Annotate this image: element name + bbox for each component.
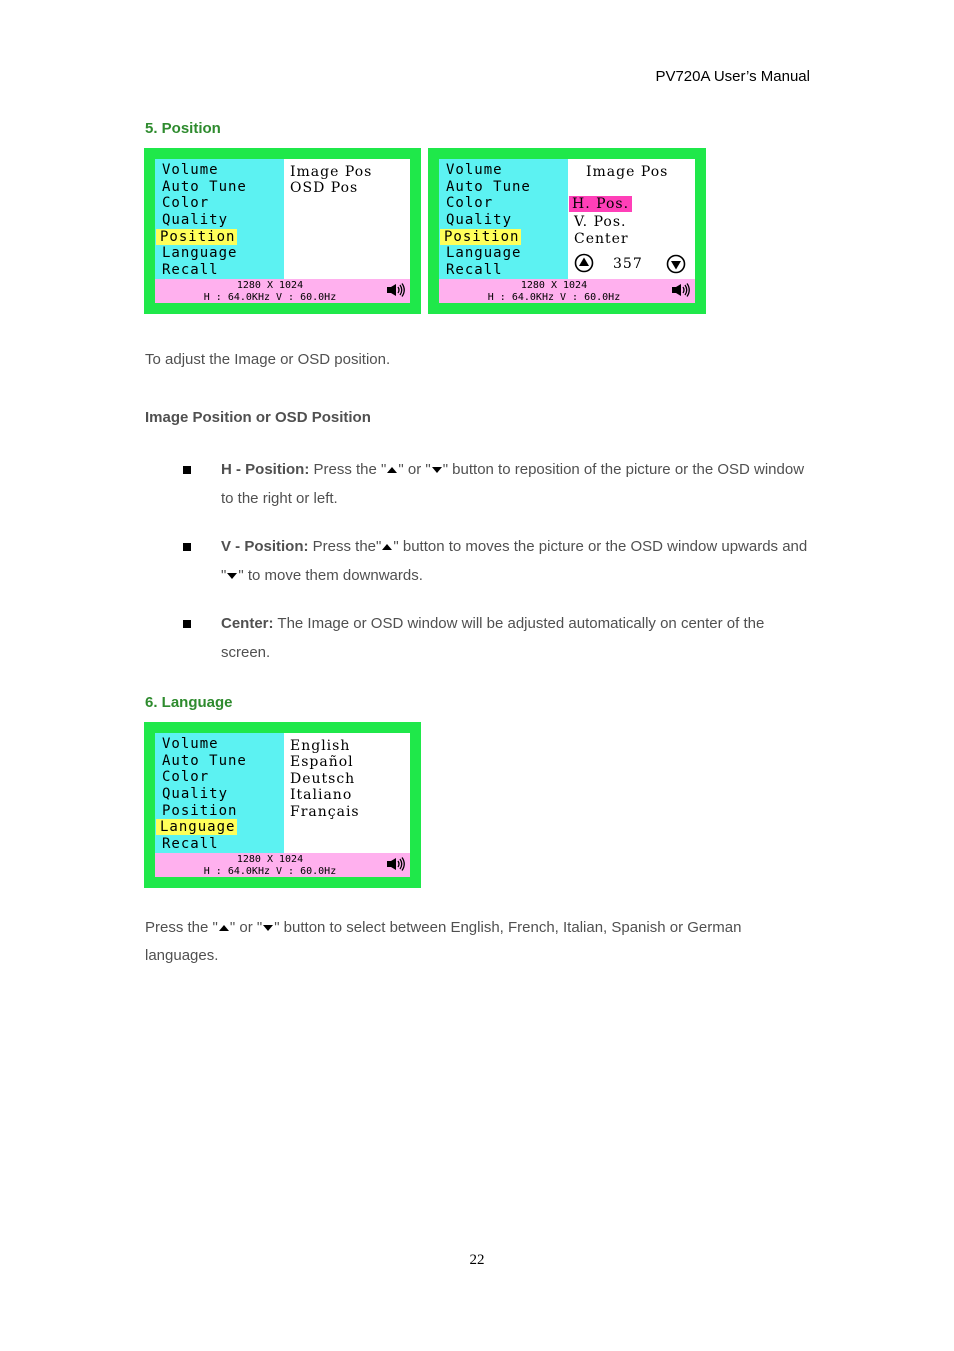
osd-menu	[155, 159, 284, 279]
osd-menu-item: Recall	[162, 836, 219, 852]
osd-menu-item: Volume	[162, 736, 219, 752]
osd-menu-item: Color	[162, 195, 210, 211]
bullet-label: Center:	[221, 615, 274, 632]
osd-menu-item-selected: Position	[440, 229, 521, 245]
status-frequency: H : 64.0KHz V : 60.0Hz	[487, 292, 621, 303]
down-triangle-icon	[227, 573, 237, 579]
osd-menu-item: Quality	[162, 212, 229, 228]
osd-menu-item-selected: Language	[156, 819, 237, 835]
osd-menu-item-selected: Position	[156, 229, 237, 245]
bullet-text: " to move them downwards.	[238, 567, 423, 584]
osd-submenu-item: Français	[290, 804, 360, 820]
osd-menu-item: Volume	[446, 162, 503, 178]
bullet-text: " button to moves the picture or the OSD window upwards and "	[221, 538, 808, 584]
osd-status-bar	[439, 279, 695, 303]
osd-submenu-item: V. Pos.	[574, 214, 627, 230]
osd-submenu-title: Image Pos	[586, 164, 669, 180]
osd-submenu-item: Image Pos	[290, 164, 373, 180]
osd-submenu-item: Español	[290, 754, 354, 770]
bullet-v-position	[221, 532, 816, 590]
speaker-icon	[386, 857, 406, 871]
status-frequency: H : 64.0KHz V : 60.0Hz	[203, 866, 337, 877]
osd-submenu-item: Deutsch	[290, 771, 356, 787]
bullet-label: V - Position:	[221, 538, 309, 555]
position-description: To adjust the Image or OSD position.	[145, 351, 391, 368]
osd-menu-item: Color	[446, 195, 494, 211]
desc-text: Press the "	[145, 919, 218, 936]
osd-submenu-item: English	[290, 738, 351, 754]
speaker-icon	[671, 283, 691, 297]
osd-menu	[439, 159, 568, 279]
osd-menu-item: Volume	[162, 162, 219, 178]
osd-panel-language	[144, 722, 421, 888]
status-frequency: H : 64.0KHz V : 60.0Hz	[203, 292, 337, 303]
bullet-h-position	[221, 455, 816, 513]
osd-menu-item: Language	[162, 245, 238, 261]
down-triangle-icon	[263, 925, 273, 931]
osd-submenu	[568, 159, 695, 279]
osd-status-bar	[155, 853, 410, 877]
osd-submenu	[284, 733, 410, 853]
page-header: PV720A User’s Manual	[655, 68, 810, 85]
down-triangle-icon	[432, 467, 442, 473]
osd-menu-item: Auto Tune	[162, 179, 247, 195]
status-resolution: 1280 X 1024	[236, 280, 304, 291]
up-triangle-icon	[387, 467, 397, 473]
osd-menu-item: Language	[446, 245, 522, 261]
status-resolution: 1280 X 1024	[236, 854, 304, 865]
osd-submenu	[284, 159, 410, 279]
bullet-text: The Image or OSD window will be adjusted automatically on center of the screen.	[221, 615, 765, 661]
status-resolution: 1280 X 1024	[520, 280, 588, 291]
osd-submenu-item: Italiano	[290, 787, 353, 803]
bullet-text: " button to reposition of the picture or the OSD window to the right or left.	[221, 461, 805, 507]
desc-text: " button to select between English, French, Italian, Spanish or German languages.	[145, 919, 742, 964]
osd-menu-item: Position	[162, 803, 238, 819]
up-arrow-icon	[574, 253, 594, 273]
osd-menu-item: Quality	[162, 786, 229, 802]
osd-menu-item: Recall	[446, 262, 503, 278]
osd-menu-item: Recall	[162, 262, 219, 278]
speaker-icon	[386, 283, 406, 297]
osd-menu-item: Color	[162, 769, 210, 785]
section-title-language: 6. Language	[145, 694, 233, 711]
osd-menu	[155, 733, 284, 853]
position-subheading: Image Position or OSD Position	[145, 409, 371, 426]
section-title-position: 5. Position	[145, 120, 221, 137]
bullet-label: H - Position:	[221, 461, 310, 478]
bullet-marker	[183, 466, 191, 474]
up-triangle-icon	[382, 544, 392, 550]
osd-menu-item: Auto Tune	[446, 179, 531, 195]
desc-text: " or "	[229, 919, 263, 936]
osd-status-bar	[155, 279, 410, 303]
page-number: 22	[469, 1252, 485, 1268]
osd-submenu-item-selected: H. Pos.	[569, 196, 632, 212]
up-triangle-icon	[219, 925, 229, 931]
osd-panel-position	[144, 148, 421, 314]
bullet-text: Press the"	[308, 538, 382, 555]
bullet-marker	[183, 543, 191, 551]
language-description	[145, 914, 805, 970]
osd-position-value: 357	[613, 256, 643, 272]
down-arrow-icon	[666, 254, 686, 274]
osd-submenu-item: Center	[574, 231, 629, 247]
bullet-center	[221, 609, 816, 667]
bullet-text: Press the "	[309, 461, 387, 478]
bullet-text: " or "	[398, 461, 431, 478]
osd-menu-item: Quality	[446, 212, 513, 228]
osd-panel-image-pos	[428, 148, 706, 314]
bullet-marker	[183, 620, 191, 628]
osd-menu-item: Auto Tune	[162, 753, 247, 769]
osd-submenu-item: OSD Pos	[290, 180, 359, 196]
